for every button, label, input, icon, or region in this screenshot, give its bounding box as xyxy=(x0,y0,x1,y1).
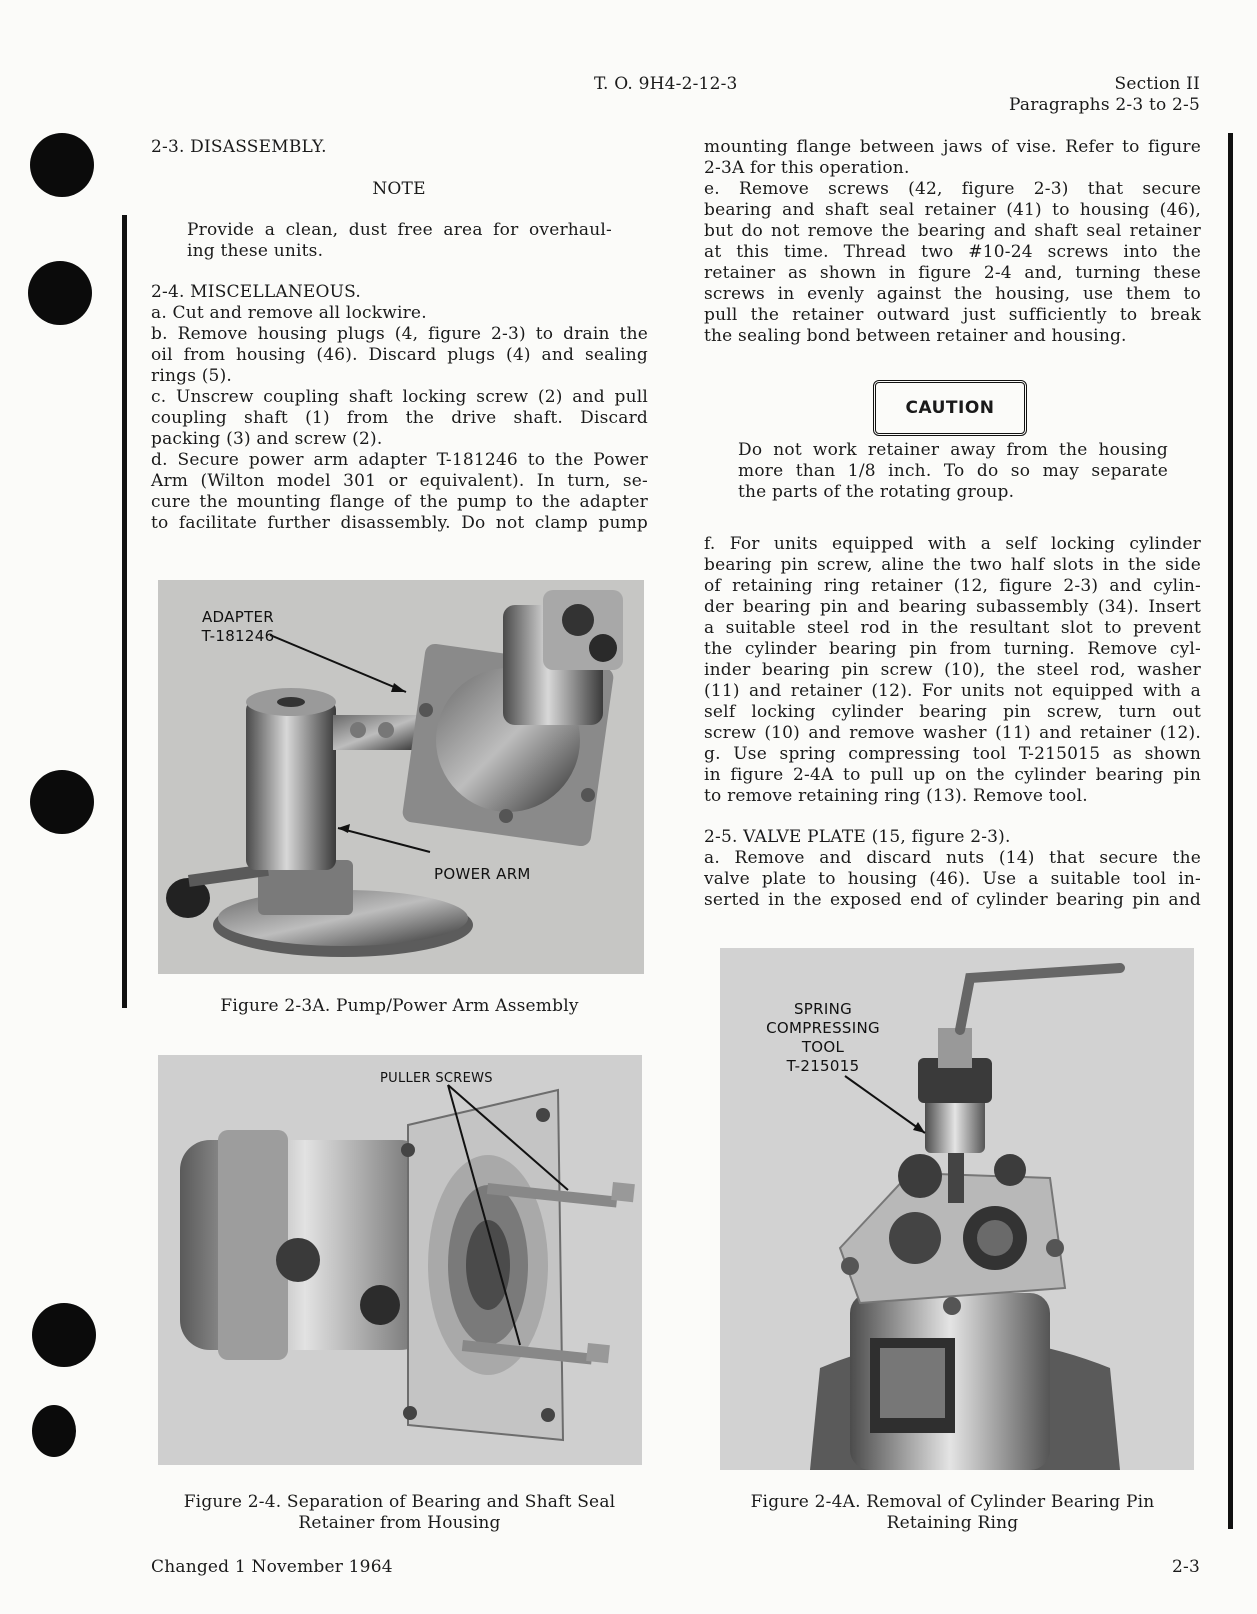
change-bar-left xyxy=(122,215,127,1008)
text-line: g. Use spring compressing tool T-215015 as shown xyxy=(704,744,1201,764)
heading-disassembly: 2-3. DISASSEMBLY. xyxy=(151,137,327,157)
caution-line: the parts of the rotating group. xyxy=(738,482,1015,502)
text-line: oil from housing (46). Discard plugs (4) and sealing xyxy=(151,345,648,365)
text-line: of retaining ring retainer (12, figure 2-3) and cylin- xyxy=(704,576,1201,596)
text-line: bearing and shaft seal retainer (41) to housing (46), xyxy=(704,200,1201,220)
text-line: der bearing pin and bearing subassembly (34). Insert xyxy=(704,597,1201,617)
caution-label: CAUTION xyxy=(873,380,1027,436)
text-line: a. Cut and remove all lockwire. xyxy=(151,303,427,323)
note-line: Provide a clean, dust free area for overhaul- xyxy=(187,220,612,240)
caption-line: Retainer from Housing xyxy=(298,1513,501,1533)
text-line: 2-3A for this operation. xyxy=(704,158,910,178)
text-line: rings (5). xyxy=(151,366,233,386)
binder-hole xyxy=(30,133,94,197)
heading-valve-plate: 2-5. VALVE PLATE (15, figure 2-3). xyxy=(704,827,1011,847)
caption-line: Retaining Ring xyxy=(886,1513,1019,1533)
text-line: a suitable steel rod in the resultant slot to prevent xyxy=(704,618,1201,638)
text-line: a. Remove and discard nuts (14) that secure the xyxy=(704,848,1201,868)
text-line: screws in evenly against the housing, use them to xyxy=(704,284,1201,304)
text-line: valve plate to housing (46). Use a suitable tool in- xyxy=(704,869,1201,889)
text-line: in figure 2-4A to pull up on the cylinder bearing pin xyxy=(704,765,1201,785)
note-title: NOTE xyxy=(372,179,426,199)
text-line: self locking cylinder bearing pin screw, turn out xyxy=(704,702,1201,722)
figure-2-4a-caption xyxy=(704,1492,1201,1534)
text-line: pull the retainer outward just sufficiently to break xyxy=(704,305,1201,325)
callout-line: T-215015 xyxy=(786,1057,860,1075)
right-step-f-g xyxy=(704,534,1201,807)
text-line: at this time. Thread two #10-24 screws into the xyxy=(704,242,1201,262)
text-line: serted in the exposed end of cylinder bearing pin and xyxy=(704,890,1201,910)
callout-line: SPRING xyxy=(793,1000,853,1018)
figure-2-4a-photo xyxy=(720,948,1194,1470)
text-line: the sealing bond between retainer and housing. xyxy=(704,326,1127,346)
callout-puller-screws: PULLER SCREWS xyxy=(380,1071,493,1086)
text-line: inder bearing pin screw (10), the steel rod, washer xyxy=(704,660,1201,680)
text-line: packing (3) and screw (2). xyxy=(151,429,383,449)
change-date: Changed 1 November 1964 xyxy=(151,1557,393,1577)
text-line: d. Secure power arm adapter T-181246 to the Power xyxy=(151,450,648,470)
callout-spring-tool xyxy=(758,1000,888,1076)
text-line: coupling shaft (1) from the drive shaft. Discard xyxy=(151,408,648,428)
text-line: Arm (Wilton model 301 or equivalent). In turn, se- xyxy=(151,471,648,491)
callout-line: TOOL xyxy=(801,1038,845,1056)
text-line: b. Remove housing plugs (4, figure 2-3) to drain the xyxy=(151,324,648,344)
binder-hole xyxy=(32,1303,96,1367)
binder-hole xyxy=(28,261,92,325)
figure-2-4-caption xyxy=(151,1492,648,1534)
text-line: bearing pin screw, aline the two half slots in the side xyxy=(704,555,1201,575)
bearing-retainer-illustration xyxy=(158,1055,642,1465)
callout-line: ADAPTER xyxy=(201,608,275,626)
change-bar-right xyxy=(1228,133,1233,1529)
caution-line: Do not work retainer away from the housing xyxy=(738,440,1168,460)
text-line: f. For units equipped with a self locking cylinder xyxy=(704,534,1201,554)
section-label: Section II xyxy=(1114,74,1200,94)
caution-line: more than 1/8 inch. To do so may separate xyxy=(738,461,1168,481)
document-number: T. O. 9H4-2-12-3 xyxy=(594,74,738,94)
text-line: to remove retaining ring (13). Remove tool. xyxy=(704,786,1088,806)
text-line: mounting flange between jaws of vise. Refer to figure xyxy=(704,137,1201,157)
figure-2-4-photo xyxy=(158,1055,642,1465)
callout-power-arm: POWER ARM xyxy=(434,865,531,883)
text-line: e. Remove screws (42, figure 2-3) that secure xyxy=(704,179,1201,199)
page-number: 2-3 xyxy=(1172,1557,1200,1577)
note-line: ing these units. xyxy=(187,241,324,261)
binder-hole xyxy=(30,770,94,834)
callout-line: T-181246 xyxy=(201,627,275,645)
text-line: to facilitate further disassembly. Do not clamp pump xyxy=(151,513,648,533)
misc-body xyxy=(151,303,648,534)
text-line: c. Unscrew coupling shaft locking screw (2) and pull xyxy=(151,387,648,407)
figure-2-3a-photo xyxy=(158,580,644,974)
text-line: retainer as shown in figure 2-4 and, turning these xyxy=(704,263,1201,283)
text-line: cure the mounting flange of the pump to the adapter xyxy=(151,492,648,512)
valve-body xyxy=(704,848,1201,911)
text-line: the cylinder bearing pin from turning. Remove cyl- xyxy=(704,639,1201,659)
text-line: (11) and retainer (12). For units not equipped with a xyxy=(704,681,1201,701)
note-body xyxy=(187,220,612,262)
binder-hole xyxy=(32,1405,76,1457)
caption-line: Figure 2-4. Separation of Bearing and Shaft Seal xyxy=(183,1492,616,1512)
text-line: but do not remove the bearing and shaft seal retainer xyxy=(704,221,1201,241)
caution-body xyxy=(738,440,1168,503)
right-continuation xyxy=(704,137,1201,347)
heading-miscellaneous: 2-4. MISCELLANEOUS. xyxy=(151,282,362,302)
callout-leaders xyxy=(158,580,644,974)
text-line: screw (10) and remove washer (11) and retainer (12). xyxy=(704,723,1201,743)
caption-line: Figure 2-4A. Removal of Cylinder Bearing Pin xyxy=(750,1492,1155,1512)
paragraphs-label: Paragraphs 2-3 to 2-5 xyxy=(1008,95,1200,115)
callout-line: COMPRESSING xyxy=(766,1019,880,1037)
figure-2-3a-caption: Figure 2-3A. Pump/Power Arm Assembly xyxy=(220,996,579,1016)
